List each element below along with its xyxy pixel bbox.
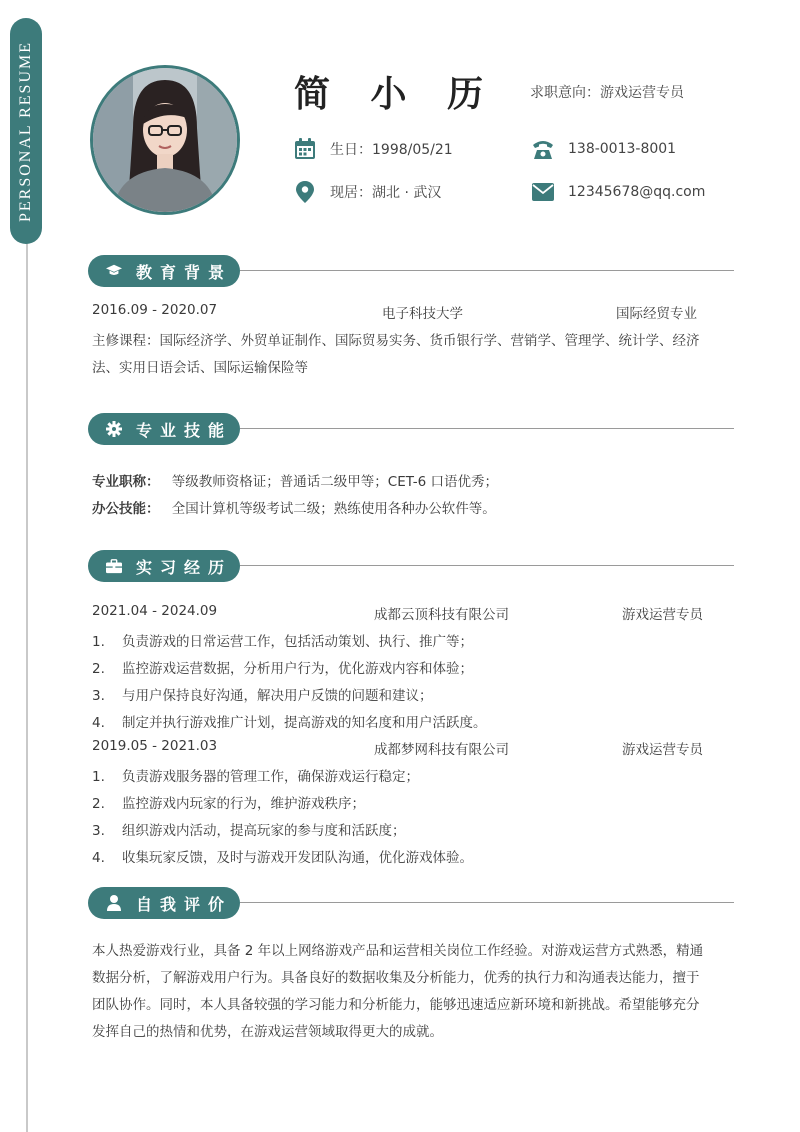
- item-text: 制定并执行游戏推广计划，提高游戏的知名度和用户活跃度。: [122, 715, 487, 731]
- user-icon: [106, 895, 122, 911]
- item-text: 负责游戏的日常运营工作，包括活动策划、执行、推广等；: [122, 634, 473, 650]
- avatar-photo: [90, 65, 240, 215]
- side-divider-line: [26, 230, 28, 1132]
- phone-text: 138-0013-8001: [568, 141, 677, 157]
- skills-professional-value: 等级教师资格证；普通话二级甲等；CET-6 口语优秀；: [171, 474, 499, 490]
- skills-office-label: 办公技能：: [92, 501, 160, 517]
- section-divider: [240, 565, 734, 566]
- item-text: 监控游戏内玩家的行为，维护游戏秩序；: [122, 796, 365, 812]
- list-item: [92, 792, 365, 812]
- avatar-illustration: [93, 68, 237, 212]
- skills-professional-label: 专业职称：: [92, 474, 160, 490]
- skills-professional-row: [92, 470, 498, 490]
- list-item: [92, 846, 473, 866]
- item-number: 1.: [92, 634, 105, 650]
- self-eval-line: 数据分析，了解游戏用户行为。具备良好的数据收集及分析能力，优秀的执行力和沟通表达能力，擅于: [92, 970, 700, 986]
- phone-info: [532, 138, 676, 160]
- email-text: 12345678@qq.com: [568, 184, 706, 200]
- birthday-info: [294, 138, 453, 160]
- item-number: 2.: [92, 796, 105, 812]
- item-text: 组织游戏内活动，提高玩家的参与度和活跃度；: [122, 823, 406, 839]
- item-text: 监控游戏运营数据，分析用户行为，优化游戏内容和体验；: [122, 661, 473, 677]
- job-period: 2019.05 - 2021.03: [92, 738, 218, 754]
- item-number: 2.: [92, 661, 105, 677]
- list-item: [92, 711, 487, 731]
- job-company: 成都云顶科技有限公司: [374, 607, 509, 623]
- skills-title: 专业技能: [136, 420, 233, 440]
- education-courses-line2: 法、实用日语会话、国际运输保险等: [92, 360, 308, 376]
- job-intention: 求职意向：游戏运营专员: [530, 85, 684, 101]
- skills-section-header: [88, 413, 734, 445]
- education-title: 教育背景: [136, 262, 233, 282]
- graduation-cap-icon: [106, 263, 122, 279]
- education-section-header: [88, 255, 734, 287]
- job-position: 游戏运营专员: [622, 607, 703, 623]
- candidate-name: 简 小 历: [294, 74, 498, 115]
- item-number: 4.: [92, 715, 105, 731]
- list-item: [92, 684, 433, 704]
- item-number: 1.: [92, 769, 105, 785]
- list-item: [92, 819, 406, 839]
- internship-pill: [88, 550, 240, 582]
- envelope-icon: [532, 181, 554, 203]
- education-period: 2016.09 - 2020.07: [92, 302, 218, 318]
- calendar-icon: [294, 138, 316, 160]
- birthday-text: 生日：1998/05/21: [330, 142, 453, 158]
- item-number: 3.: [92, 823, 105, 839]
- job-period: 2021.04 - 2024.09: [92, 603, 218, 619]
- self-eval-line: 发挥自己的热情和优势，在游戏运营领域取得更大的成就。: [92, 1024, 443, 1040]
- self-eval-pill: [88, 887, 240, 919]
- self-eval-line: 团队协作。同时，本人具备较强的学习能力和分析能力，能够迅速适应新环境和新挑战。希望能够充分: [92, 997, 700, 1013]
- personal-resume-tab: [10, 18, 42, 244]
- self-eval-title: 自我评价: [136, 894, 233, 914]
- email-info: [532, 181, 705, 203]
- job-position: 游戏运营专员: [622, 742, 703, 758]
- self-eval-section-header: [88, 887, 734, 919]
- location-info: [294, 181, 441, 203]
- self-eval-text: [92, 938, 742, 1046]
- telephone-icon: [532, 138, 554, 160]
- education-school: 电子科技大学: [382, 306, 463, 322]
- gear-icon: [106, 421, 122, 437]
- map-pin-icon: [294, 181, 316, 203]
- skills-pill: [88, 413, 240, 445]
- list-item: [92, 630, 473, 650]
- item-text: 负责游戏服务器的管理工作，确保游戏运行稳定；: [122, 769, 419, 785]
- section-divider: [240, 270, 734, 271]
- item-text: 与用户保持良好沟通，解决用户反馈的问题和建议；: [122, 688, 433, 704]
- internship-title: 实习经历: [136, 557, 233, 577]
- internship-section-header: [88, 550, 734, 582]
- skills-office-value: 全国计算机等级考试二级；熟练使用各种办公软件等。: [171, 501, 496, 517]
- education-major: 国际经贸专业: [616, 306, 697, 322]
- section-divider: [240, 428, 734, 429]
- skills-office-row: [92, 497, 496, 517]
- side-tab-label: PERSONAL RESUME: [17, 40, 34, 222]
- job-company: 成都梦网科技有限公司: [374, 742, 509, 758]
- briefcase-icon: [106, 558, 122, 574]
- education-courses-line1: 主修课程：国际经济学、外贸单证制作、国际贸易实务、货币银行学、营销学、管理学、统计学、经济: [92, 333, 700, 349]
- item-number: 3.: [92, 688, 105, 704]
- self-eval-line: 本人热爱游戏行业，具备 2 年以上网络游戏产品和运营相关岗位工作经验。对游戏运营方式熟悉，精通: [92, 943, 704, 959]
- item-text: 收集玩家反馈，及时与游戏开发团队沟通，优化游戏体验。: [122, 850, 473, 866]
- list-item: [92, 765, 419, 785]
- list-item: [92, 657, 473, 677]
- location-text: 现居：湖北 · 武汉: [330, 185, 442, 201]
- education-pill: [88, 255, 240, 287]
- section-divider: [240, 902, 734, 903]
- item-number: 4.: [92, 850, 105, 866]
